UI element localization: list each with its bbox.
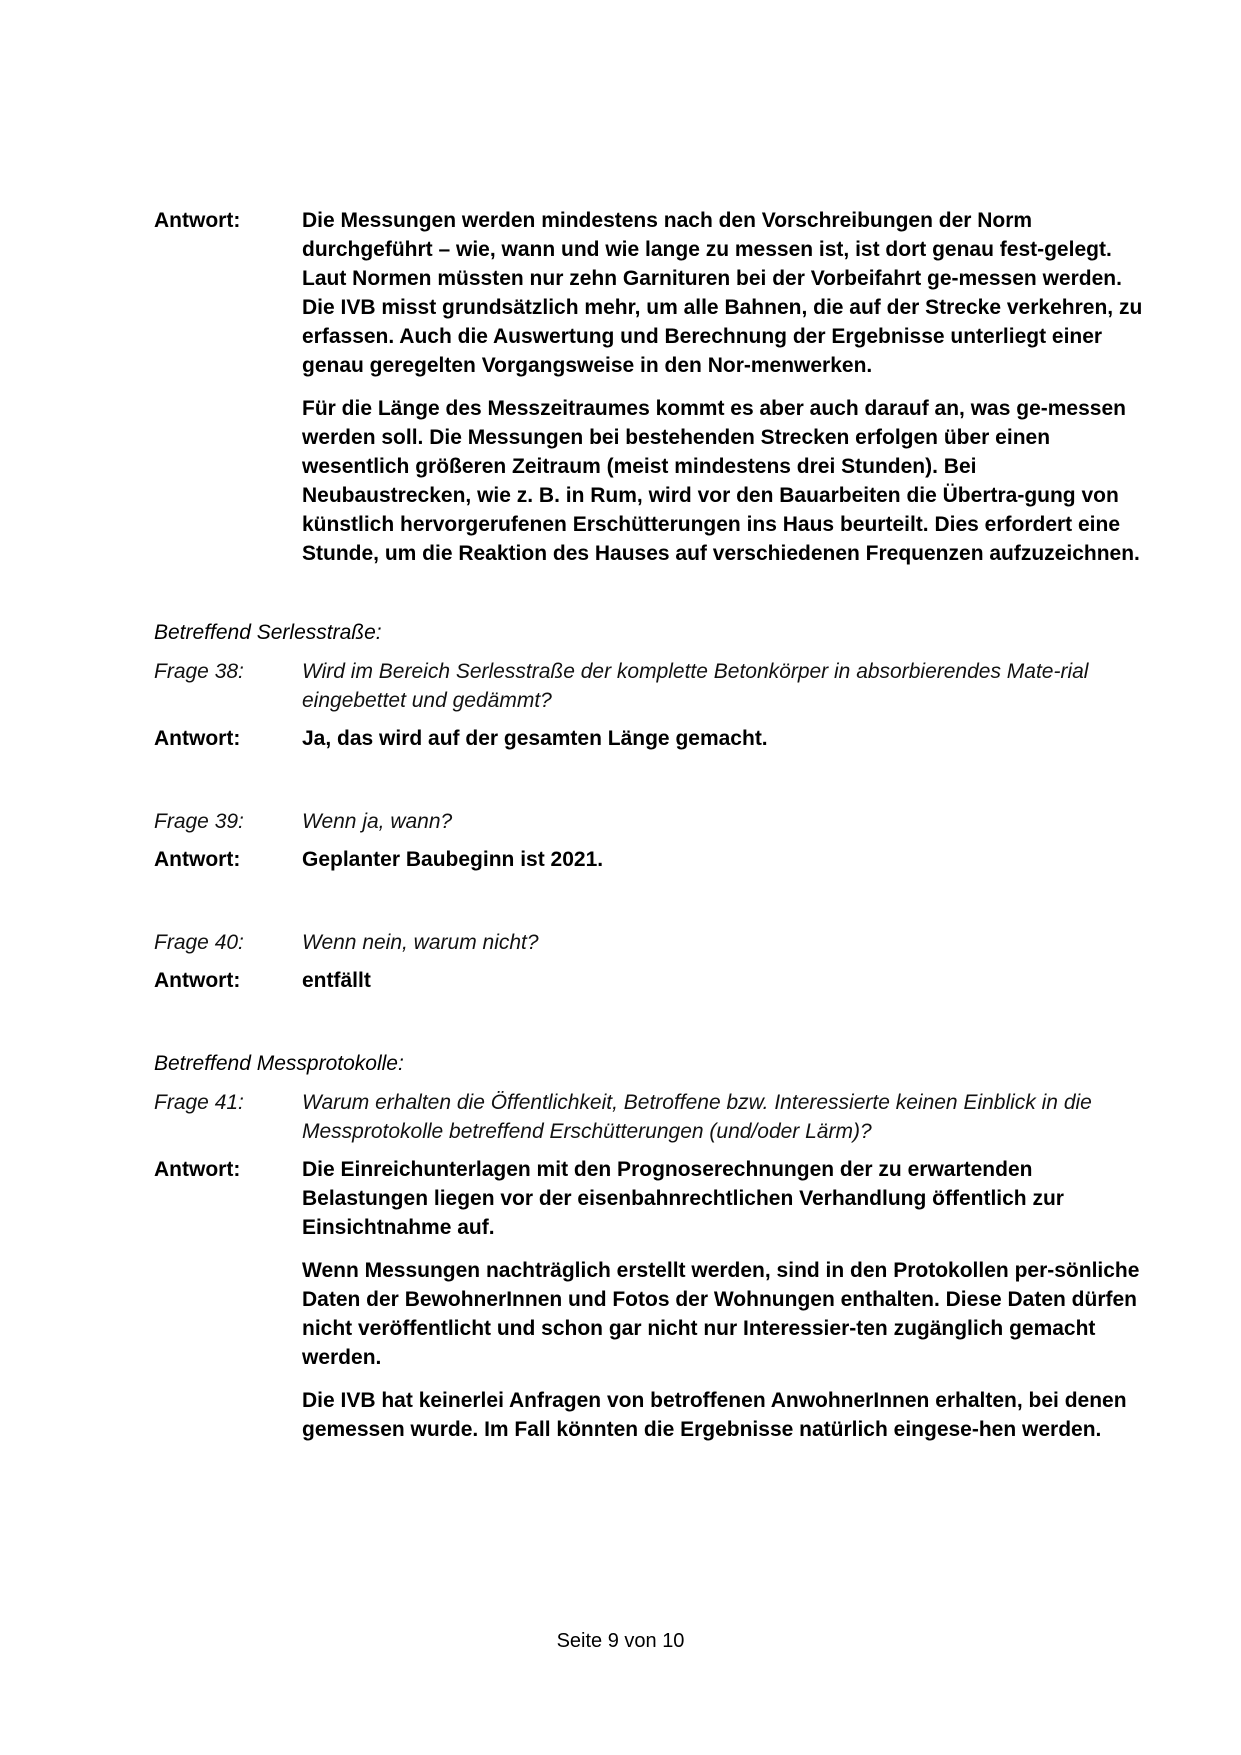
section-heading-messprotokolle: Betreffend Messprotokolle: bbox=[154, 1052, 404, 1075]
answer-paragraph: Für die Länge des Messzeitraumes kommt es aber auch darauf an, was ge-messen werden soll. Die Messungen bei bestehenden Strecken erfolgen über einen wesentlich größeren Zeitraum (meist mindestens drei Stunden). Bei Neubaustrecken, wie z. B. in Rum, wird vor den Bauarbeiten die Übertra-gung von künstlich hervorgerufenen Erschütterungen ins Haus beurteilt. Dies erfordert eine Stunde, um die Reaktion des Hauses auf verschiedenen Frequenzen aufzuzeichnen. bbox=[302, 397, 1140, 565]
answer-block-41 bbox=[154, 1155, 1144, 1444]
question-text: Warum erhalten die Öffentlichkeit, Betroffene bzw. Interessierte keinen Einblick in die Messprotokolle betreffend Erschütterungen (und/oder Lärm)? bbox=[302, 1091, 1092, 1143]
question-text: Wenn nein, warum nicht? bbox=[302, 931, 539, 954]
answer-paragraph: Die IVB hat keinerlei Anfragen von betroffenen AnwohnerInnen erhalten, bei denen gemessen wurde. Im Fall könnten die Ergebnisse natürlich eingese-hen werden. bbox=[302, 1389, 1127, 1441]
question-block-41 bbox=[154, 1088, 1144, 1146]
answer-block-39 bbox=[154, 845, 1144, 874]
answer-block-37 bbox=[154, 206, 1144, 568]
answer-label: Antwort: bbox=[154, 848, 241, 871]
document-content bbox=[154, 206, 1144, 1444]
answer-paragraph: Die Einreichunterlagen mit den Prognoserechnungen der zu erwartenden Belastungen liegen vor der eisenbahnrechtlichen Verhandlung öffentlich zur Einsichtnahme auf. bbox=[302, 1158, 1064, 1239]
page-number-footer: Seite 9 von 10 bbox=[556, 1630, 685, 1652]
question-block-40 bbox=[154, 928, 1144, 957]
answer-label: Antwort: bbox=[154, 1158, 241, 1181]
answer-block-38 bbox=[154, 724, 1144, 753]
question-text: Wenn ja, wann? bbox=[302, 810, 453, 833]
question-label: Frage 38: bbox=[154, 660, 244, 683]
answer-label: Antwort: bbox=[154, 969, 241, 992]
question-block-39 bbox=[154, 807, 1144, 836]
section-heading-serlesstrasse: Betreffend Serlesstraße: bbox=[154, 621, 382, 644]
answer-text: entfällt bbox=[302, 969, 371, 992]
answer-paragraph: Die Messungen werden mindestens nach den Vorschreibungen der Norm durchgeführt – wie, wann und wie lange zu messen ist, ist dort genau fest-gelegt. Laut Normen müssten nur zehn Garnituren bei der Vorbeifahrt ge-messen werden. Die IVB misst grundsätzlich mehr, um alle Bahnen, die auf der Strecke verkehren, zu erfassen. Auch die Auswertung und Berechnung der Ergebnisse unterliegt einer genau geregelten Vorgangsweise in den Nor-menwerken. bbox=[302, 209, 1143, 377]
answer-text bbox=[302, 206, 1144, 568]
question-label: Frage 41: bbox=[154, 1091, 244, 1114]
answer-text: Geplanter Baubeginn ist 2021. bbox=[302, 848, 604, 871]
answer-label: Antwort: bbox=[154, 209, 241, 232]
answer-text bbox=[302, 1155, 1144, 1444]
answer-text: Ja, das wird auf der gesamten Länge gemacht. bbox=[302, 727, 768, 750]
answer-label: Antwort: bbox=[154, 727, 241, 750]
question-block-38 bbox=[154, 657, 1144, 715]
answer-block-40 bbox=[154, 966, 1144, 995]
question-label: Frage 40: bbox=[154, 931, 244, 954]
answer-paragraph: Wenn Messungen nachträglich erstellt werden, sind in den Protokollen per-sönliche Daten der BewohnerInnen und Fotos der Wohnungen enthalten. Diese Daten dürfen nicht veröffentlicht und schon gar nicht nur Interessier-ten zugänglich gemacht werden. bbox=[302, 1259, 1140, 1369]
question-label: Frage 39: bbox=[154, 810, 244, 833]
question-text: Wird im Bereich Serlesstraße der komplette Betonkörper in absorbierendes Mate-rial eingebettet und gedämmt? bbox=[302, 660, 1089, 712]
